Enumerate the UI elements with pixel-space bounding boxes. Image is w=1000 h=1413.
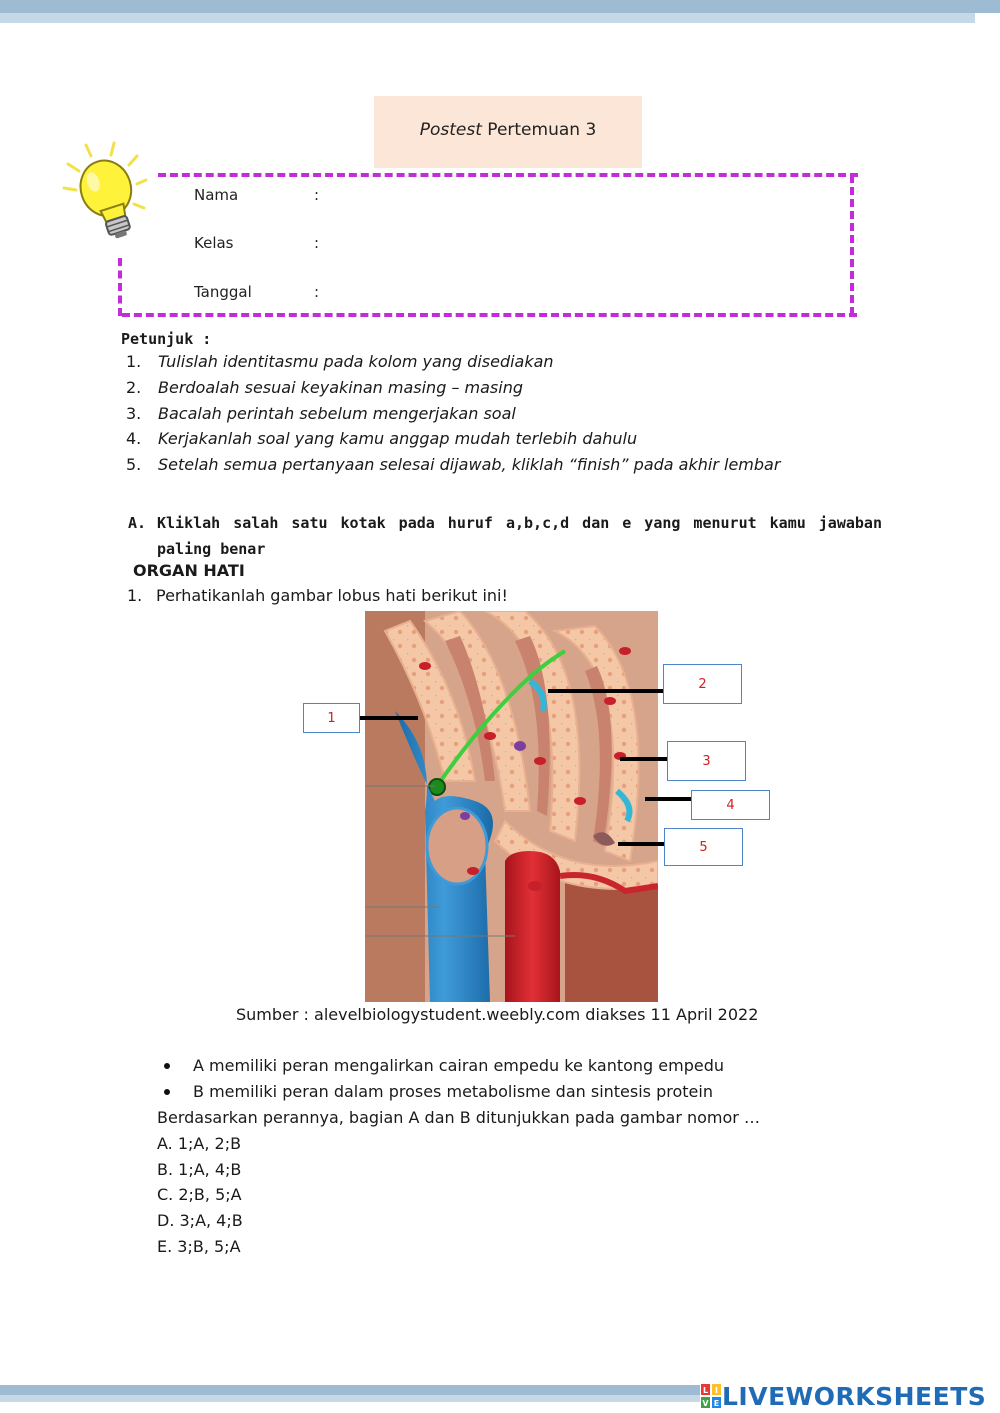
date-label: Tanggal <box>194 283 252 301</box>
identity-frame-left <box>118 258 122 316</box>
list-item: 5. Setelah semua pertanyaan selesai dijawab, kliklah “finish” pada akhir lembar <box>126 455 781 475</box>
list-item: 3. Bacalah perintah sebelum mengerjakan soal <box>126 403 516 423</box>
instructions-heading: Petunjuk : <box>121 330 212 348</box>
date-colon: : <box>314 283 320 301</box>
list-item: 1. Tulislah identitasmu pada kolom yang disediakan <box>126 352 554 371</box>
leader-line-4 <box>645 797 693 801</box>
svg-text:E: E <box>713 1399 720 1408</box>
option-d[interactable]: D. 3;A, 4;B <box>157 1211 243 1230</box>
list-item: 4. Kerjakanlah soal yang kamu anggap mudah terlebih dahulu <box>126 429 638 449</box>
brand-name: LIVEWORKSHEETS <box>722 1381 987 1411</box>
svg-text:V: V <box>702 1399 709 1408</box>
identity-frame-right <box>850 175 854 315</box>
name-colon: : <box>314 186 320 204</box>
leader-line-2 <box>548 689 665 693</box>
svg-text:L: L <box>702 1386 709 1395</box>
liveworksheets-logo-icon <box>700 1383 722 1409</box>
figure-source: Sumber : alevelbiologystudent.weebly.com diakses 11 April 2022 <box>236 1005 759 1024</box>
liveworksheets-logo <box>700 1381 1000 1411</box>
option-b[interactable]: B. 1;A, 4;B <box>157 1160 242 1179</box>
page-title: Postest Pertemuan 3 <box>419 120 597 140</box>
class-colon: : <box>314 234 320 252</box>
liver-lobule-figure <box>365 611 658 1002</box>
leader-line-5 <box>618 842 664 846</box>
lightbulb-icon <box>58 140 158 252</box>
option-a[interactable]: A. 1;A, 2;B <box>157 1134 242 1153</box>
list-item: 2. Berdoalah sesuai keyakinan masing – masing <box>126 377 523 397</box>
leader-line-1 <box>360 716 418 720</box>
leader-line-3 <box>620 757 668 761</box>
label-box-1[interactable]: 1 <box>303 703 360 733</box>
top-decorative-bar <box>0 0 1000 24</box>
option-e[interactable]: E. 3;B, 5;A <box>157 1237 241 1256</box>
label-box-2[interactable]: 2 <box>663 664 742 704</box>
option-c[interactable]: C. 2;B, 5;A <box>157 1185 242 1204</box>
identity-frame-bottom <box>122 313 857 317</box>
svg-text:I: I <box>715 1386 718 1395</box>
label-box-5[interactable]: 5 <box>664 828 743 866</box>
identity-frame-top <box>158 173 858 177</box>
instructions-list <box>122 352 922 481</box>
question-stem: Berdasarkan perannya, bagian A dan B ditunjukkan pada gambar nomor … <box>157 1108 760 1127</box>
topic-heading: ORGAN HATI <box>133 561 245 580</box>
name-label: Nama <box>194 186 239 204</box>
label-box-4[interactable]: 4 <box>691 790 770 820</box>
section-letter: A. <box>128 514 147 532</box>
class-label: Kelas <box>194 234 234 252</box>
label-box-3[interactable]: 3 <box>667 741 746 781</box>
section-a-instruction <box>122 510 882 562</box>
section-text: Kliklah salah satu kotak pada huruf a,b,c,d dan e yang menurut kamu jawaban paling benar <box>157 514 882 558</box>
